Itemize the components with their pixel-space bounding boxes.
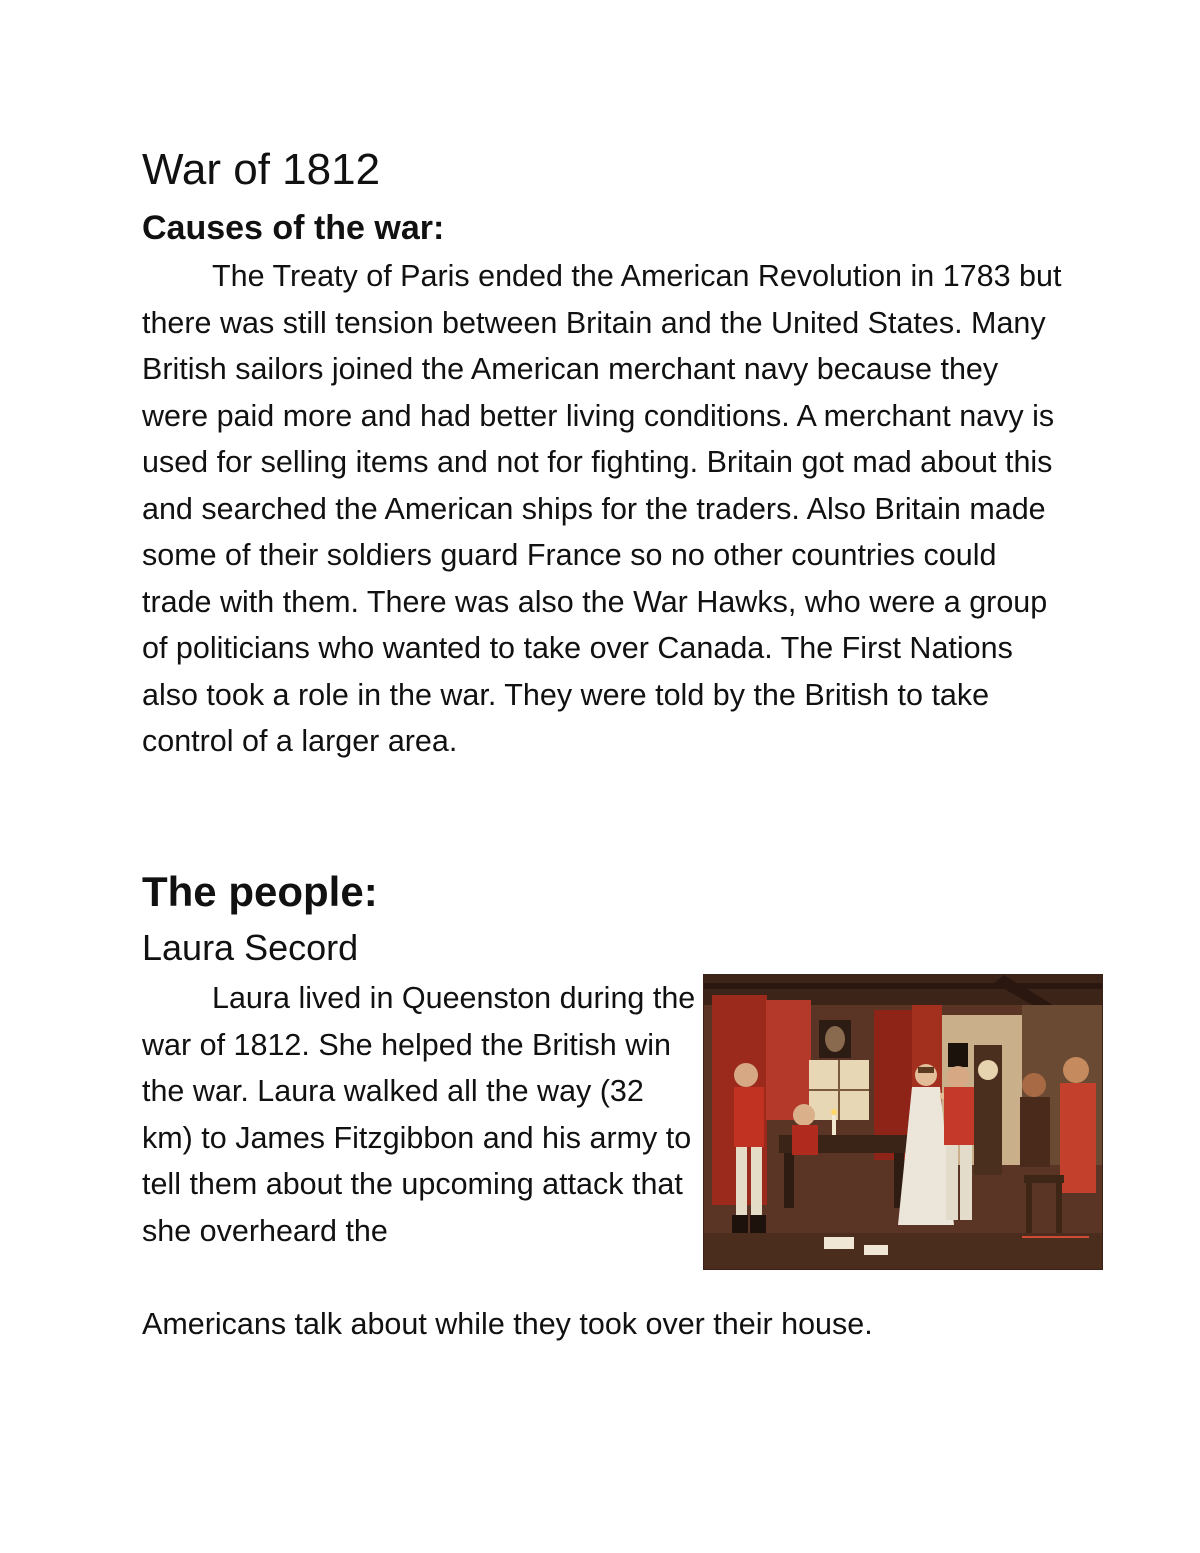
laura-paragraph <box>142 975 702 1254</box>
person-name: Laura Secord <box>142 927 359 968</box>
people-heading: The people: <box>142 868 378 915</box>
causes-paragraph-text: The Treaty of Paris ended the American Revolution in 1783 but there was still tension between Britain and the United States. Many British sailors joined the American merchant navy because they were paid more and had better living conditions. A merchant navy is used for selling items and not for fighting. Britain got mad about this and searched the American ships for the traders. Also Britain made some of their soldiers guard France so no other countries could trade with them. There was also the War Hawks, who were a group of politicians who wanted to take over Canada. The First Nations also took a role in the war. They were told by the British to take control of a larger area. <box>142 259 1062 758</box>
laura-paragraph-continued: Americans talk about while they took over their house. <box>142 1307 873 1341</box>
painting-image <box>703 974 1103 1270</box>
page-title: War of 1812 <box>142 145 381 194</box>
causes-heading: Causes of the war: <box>142 209 445 247</box>
causes-paragraph <box>142 253 1072 765</box>
laura-paragraph-text: Laura lived in Queenston during the war of 1812. She helped the British win the war. Laura walked all the way (32 km) to James Fitzgibbon and his army to tell them about the upcoming attack that she overheard the <box>142 981 696 1248</box>
